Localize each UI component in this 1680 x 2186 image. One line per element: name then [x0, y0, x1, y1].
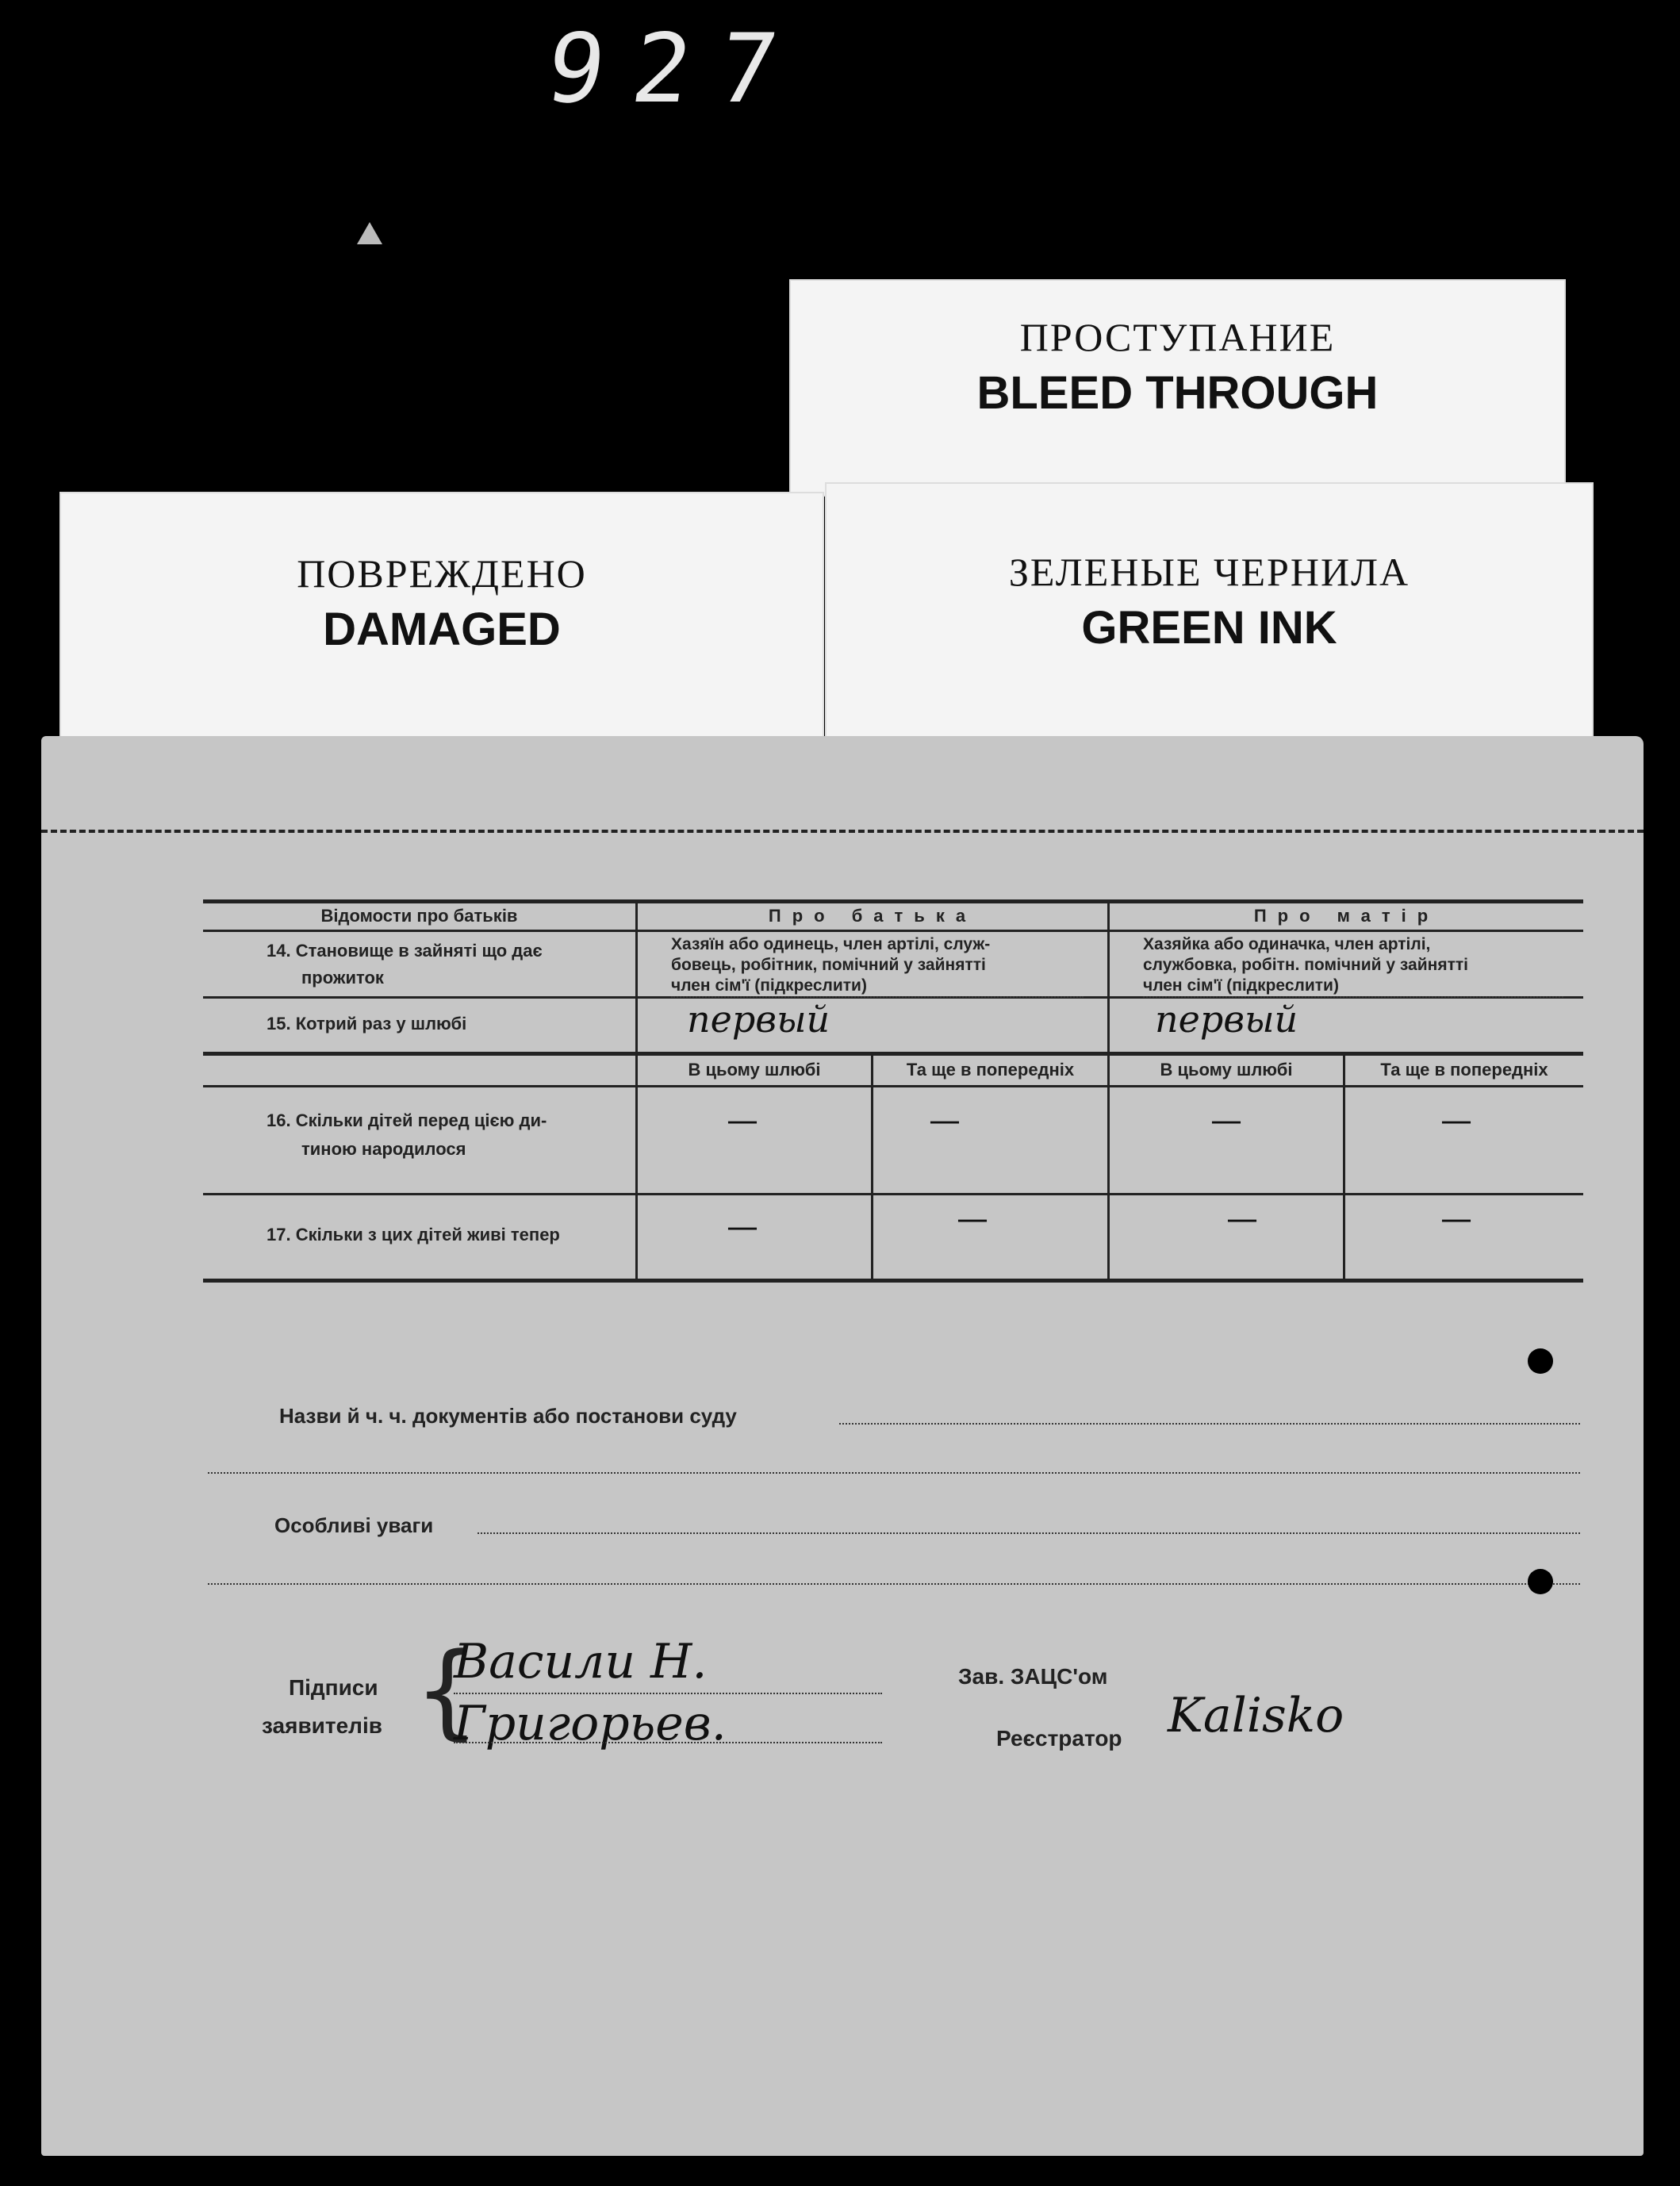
row15-label: 15. Котрий раз у шлюбі — [267, 1014, 467, 1034]
row14-mother-line-3: член сім'ї (підкреслити) — [1143, 976, 1563, 998]
row16-mother-this: — — [1210, 1103, 1242, 1139]
perforation-line — [41, 830, 1644, 833]
row14-father-line-1: Хазяїн або одинець, член артілі, служ- — [671, 935, 991, 953]
green-ink-en: GREEN INK — [1081, 602, 1337, 654]
punch-hole-2 — [1528, 1569, 1553, 1594]
damaged-en: DAMAGED — [323, 604, 561, 655]
row16-father-this: — — [727, 1103, 758, 1139]
row17-mother-this: — — [1226, 1201, 1258, 1237]
row17-mother-previous: — — [1440, 1201, 1472, 1237]
subheader-father-previous: Та ще в попередніх — [906, 1060, 1075, 1080]
documents-line-2 — [208, 1472, 1580, 1474]
registration-form — [41, 736, 1644, 2156]
header-mother: Про матір — [1253, 906, 1440, 926]
film-speck — [357, 222, 382, 244]
applicant-signature-1: Васили Н. — [454, 1634, 708, 1689]
row14-label-b: прожиток — [301, 968, 384, 988]
documents-label: Назви й ч. ч. документів або постанови суду — [279, 1404, 737, 1428]
signatures-label-1: Підписи — [289, 1675, 378, 1700]
row14-mother-options — [1143, 934, 1563, 998]
subheader-mother-this: В цьому шлюбі — [1160, 1060, 1293, 1080]
applicant-line-2 — [454, 1742, 882, 1743]
row14-label-a: 14. Становище в зайняті що дає — [267, 941, 543, 961]
green-ink-card — [825, 482, 1594, 751]
row17-father-this: — — [727, 1209, 758, 1245]
row14-mother-line-2: службовка, робітн. помічний у зайнятті — [1143, 956, 1468, 974]
notes-line — [478, 1532, 1580, 1534]
row17-label: 17. Скільки з цих дітей живі тепер — [267, 1225, 560, 1244]
row17-father-previous: — — [957, 1201, 988, 1237]
bleed-through-card — [789, 279, 1566, 497]
row16-father-previous: — — [929, 1103, 961, 1139]
subheader-father-this: В цьому шлюбі — [688, 1060, 821, 1080]
signatures-label-2: заявителів — [262, 1713, 382, 1738]
registrar-signature: Kalisko — [1168, 1688, 1344, 1743]
subheader-mother-previous: Та ще в попередніх — [1380, 1060, 1548, 1080]
row14-father-line-3: член сім'ї (підкреслити) — [671, 976, 1084, 998]
row16-mother-previous: — — [1440, 1103, 1472, 1139]
parents-table — [203, 899, 1583, 1280]
row14-father-options — [671, 934, 1084, 998]
damaged-card — [59, 492, 824, 749]
row16-label-b: тиною народилося — [301, 1139, 466, 1159]
row14-father-line-2: бовець, робітник, помічний у зайнятті — [671, 956, 986, 974]
punch-hole-1 — [1528, 1348, 1553, 1374]
notes-label: Особливі уваги — [274, 1513, 434, 1537]
header-father: Про батька — [768, 906, 977, 926]
row15-mother-value: первый — [1155, 998, 1298, 1041]
green-ink-ru: ЗЕЛЕНЫЕ ЧЕРНИЛА — [1008, 550, 1410, 594]
bleed-through-en: BLEED THROUGH — [976, 367, 1379, 419]
notes-line-2 — [208, 1583, 1580, 1585]
documents-line — [839, 1423, 1580, 1425]
registrar-label: Реєстратор — [996, 1726, 1122, 1751]
row16-label-a: 16. Скільки дітей перед цією ди- — [267, 1110, 547, 1130]
row14-mother-line-1: Хазяйка або одиначка, член артілі, — [1143, 935, 1431, 953]
applicant-line-1 — [454, 1693, 882, 1694]
row15-father-value: первый — [687, 998, 830, 1041]
header-parents: Відомости про батьків — [320, 906, 518, 926]
applicant-signature-2: Григорьев. — [454, 1696, 727, 1751]
bleed-through-ru: ПРОСТУПАНИЕ — [1019, 315, 1336, 359]
frame-number: 927 — [539, 14, 813, 125]
signatures-bracket: { — [414, 1630, 480, 1751]
head-label: Зав. ЗАЦС'ом — [958, 1664, 1108, 1689]
damaged-ru: ПОВРЕЖДЕНО — [297, 551, 587, 596]
